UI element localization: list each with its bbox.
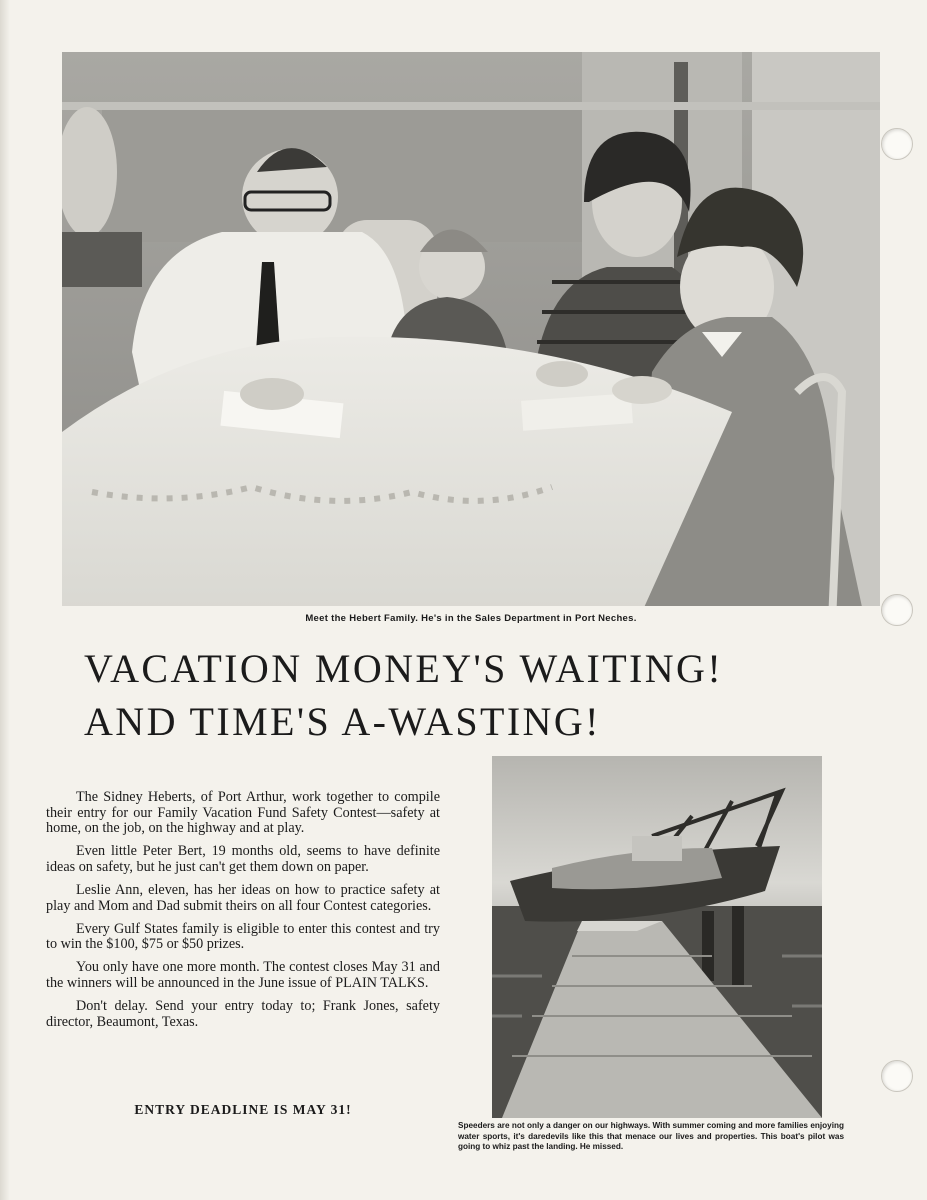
article-paragraph: You only have one more month. The contest closes May 31 and the winners will be announced in the June issue of PLAIN TALKS. bbox=[46, 959, 440, 991]
entry-deadline: ENTRY DEADLINE IS MAY 31! bbox=[134, 1102, 352, 1117]
article-paragraph: Even little Peter Bert, 19 months old, seems to have definite ideas on safety, but he just can't get them down on paper. bbox=[46, 843, 440, 875]
article-paragraph: Don't delay. Send your entry today to; Frank Jones, safety director, Beaumont, Texas. bbox=[46, 998, 440, 1030]
article-paragraph: The Sidney Heberts, of Port Arthur, work together to compile their entry for our Family Vacation Fund Safety Contest—safety at home, on the job, on the highway and at play. bbox=[46, 789, 440, 837]
punch-hole-middle bbox=[881, 594, 913, 626]
article-paragraph: Every Gulf States family is eligible to enter this contest and try to win the $100, $75 or $50 prizes. bbox=[46, 920, 440, 953]
headline bbox=[84, 642, 874, 748]
page-edge bbox=[0, 0, 10, 1200]
article-body bbox=[46, 790, 440, 1038]
family-photo bbox=[62, 52, 880, 606]
boat-photo-caption: Speeders are not only a danger on our highways. With summer coming and more families enjoying water sports, it's daredevils like this that menace our lives and properties. This boat's pilot was going to whiz past the landing. He missed. bbox=[458, 1121, 844, 1152]
headline-line-1: VACATION MONEY'S WAITING! bbox=[84, 646, 724, 691]
punch-hole-top bbox=[881, 128, 913, 160]
headline-line-2: AND TIME'S A-WASTING! bbox=[84, 699, 601, 744]
article-paragraph: Leslie Ann, eleven, has her ideas on how to practice safety at play and Mom and Dad submit theirs on all four Contest categories. bbox=[46, 881, 440, 914]
punch-hole-bottom bbox=[881, 1060, 913, 1092]
family-photo-caption: Meet the Hebert Family. He's in the Sales Department in Port Neches. bbox=[305, 613, 637, 624]
boat-photo bbox=[492, 756, 822, 1118]
